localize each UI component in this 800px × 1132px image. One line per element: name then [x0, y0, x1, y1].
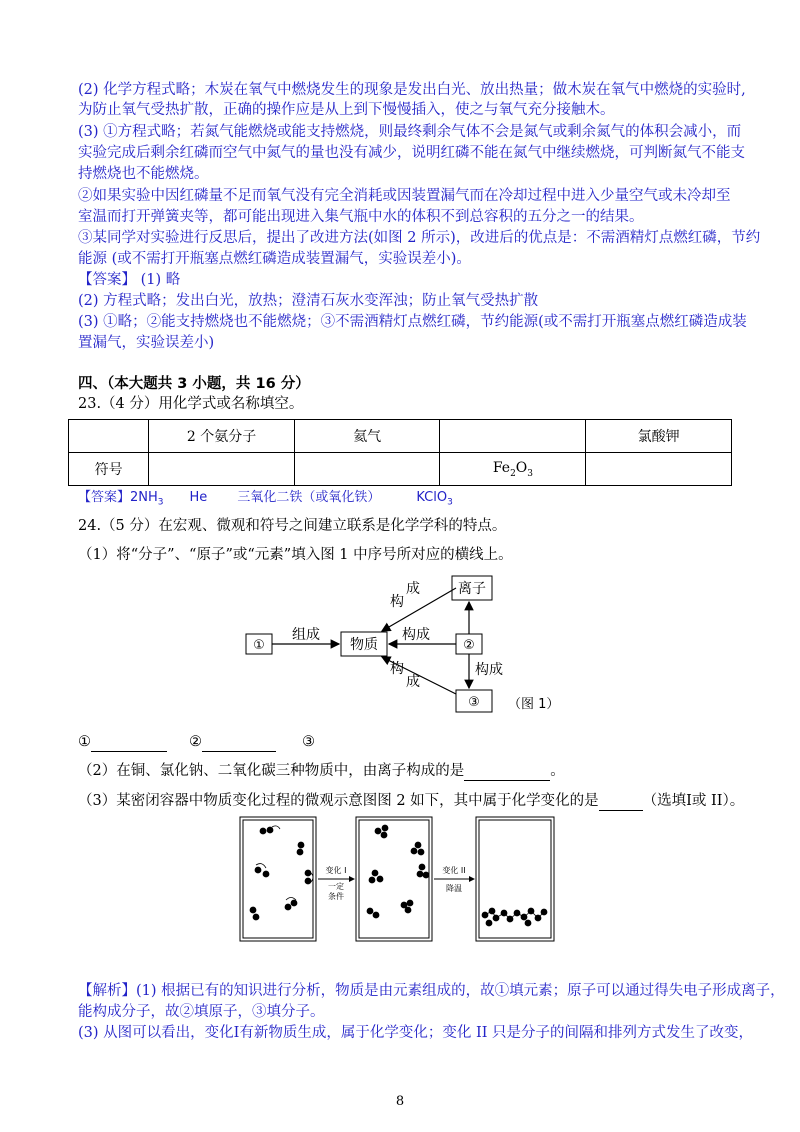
text-line: 实验完成后剩余红磷而空气中氮气的量也没有减少，说明红磷不能在氮气中继续燃烧，可判断氮气不能支 [78, 145, 745, 161]
table-cell: 氦气 [294, 420, 440, 453]
container-2 [356, 817, 432, 941]
answer-item: He [189, 490, 208, 505]
table-cell: 2 个氨分子 [149, 420, 295, 453]
table-cell [440, 453, 586, 486]
change-1-condition: 条件 [328, 892, 344, 901]
table-cell[interactable] [294, 453, 440, 486]
table-cell [440, 420, 586, 453]
question-24-part2: （2）在铜、氯化钠、二氧化碳三种物质中，由离子构成的是 。 [78, 763, 565, 779]
table-cell[interactable] [149, 453, 295, 486]
question-24-part3: （3）某密闭容器中物质变化过程的微观示意图图 2 如下，其中属于化学变化的是 （选填Ⅰ或 II）。 [78, 793, 745, 809]
label-compose: 组成 [292, 627, 320, 643]
text-line: 室温而打开弹簧夹等，都可能出现进入集气瓶中水的体积不到总容积的五分之一的结果。 [78, 209, 644, 225]
text-line: 能源 (或不需打开瓶塞点燃红磷造成装置漏气，实验误差小)。 [78, 251, 471, 267]
answer-item: KClO$_3$ [416, 490, 453, 508]
blank-2[interactable] [202, 737, 276, 752]
table-cell: 符号 [69, 453, 149, 486]
analysis-line: 能构成分子，故②填原子，③填分子。 [78, 1004, 325, 1020]
blank-label: ② [189, 734, 202, 750]
analysis-line: (3) 从图可以看出，变化Ⅰ有新物质生成，属于化学变化；变化 II 只是分子的间隔和排列方式发生了改变， [78, 1025, 754, 1041]
table-row [69, 453, 732, 486]
text-line: (3) ①略；②能支持燃烧也不能燃烧；③不需酒精灯点燃红磷，节约能源(或不需打开瓶塞点燃红磷造成装 [78, 314, 747, 330]
box-3-label: ③ [468, 695, 480, 710]
box-ion-label: 离子 [458, 581, 486, 597]
question-24-part1: （1）将“分子”、“原子”或“元素”填入图 1 中序号所对应的横线上。 [78, 547, 513, 563]
answer-label: 【答案】 [78, 490, 131, 505]
table-cell [69, 420, 149, 453]
text-line: 持燃烧也不能燃烧。 [78, 166, 209, 182]
text-line: (2) 方程式略；发出白光，放热；澄清石灰水变浑浊；防止氧气受热扩散 [78, 293, 539, 309]
question-24-stem: 24.（5 分）在宏观、微观和符号之间建立联系是化学学科的特点。 [78, 518, 507, 534]
change-1-label: 变化 Ⅰ [325, 866, 347, 875]
table-row [69, 420, 732, 453]
section-heading: 四、（本大题共 3 小题，共 16 分） [78, 376, 310, 392]
q24-blanks [78, 732, 738, 752]
analysis-label: 【解析】 [78, 983, 136, 999]
table-cell: 氯酸钾 [586, 420, 732, 453]
q23-answer [78, 488, 738, 513]
change-1-condition: 一定 [328, 882, 344, 891]
answer-item: 三氧化二铁（或氧化铁） [237, 490, 381, 505]
blank-label: ① [78, 734, 91, 750]
figure-1-diagram [230, 568, 570, 718]
text-line: (3) ①方程式略；若氮气能燃烧或能支持燃烧，则最终剩余气体不会是氮气或剩余氮气的体积会减小，而 [78, 124, 742, 140]
box-1-label: ① [253, 638, 265, 653]
text-line: ③某同学对实验进行反思后，提出了改进方法(如图 2 所示)，改进后的优点是：不需酒精灯点燃红磷，节约 [78, 230, 761, 246]
label-constitute-right: 构成 [475, 662, 503, 678]
page-number: 8 [395, 1094, 405, 1109]
label-cheng-top: 成 [406, 581, 420, 597]
table-cell[interactable] [586, 453, 732, 486]
formula-fe2o3: $Fe_2O_3$ [492, 459, 534, 479]
answer-label: 【答案】 [78, 272, 136, 288]
figure-2-diagram [238, 815, 598, 945]
text-line: (2) 化学方程式略；木炭在氧气中燃烧发生的现象是发出白光、放出热量；做木炭在氧气中燃烧的实验时, [78, 82, 746, 98]
blank-label: ③ [302, 734, 315, 750]
blank-ion[interactable] [464, 766, 550, 781]
container-1 [240, 817, 316, 941]
answer-text: (1) 略 [140, 272, 181, 288]
box-2-label: ② [463, 638, 475, 653]
figure-1-caption: （图 1） [508, 697, 560, 712]
label-gou-top: 构 [390, 594, 404, 610]
answer-line [78, 270, 738, 290]
analysis-line: 【解析】(1) 根据已有的知识进行分析，物质是由元素组成的，故①填元素；原子可以通过得失电子形成离子， [78, 983, 785, 999]
blank-change[interactable] [599, 796, 643, 811]
text-line: 置漏气，实验误差小) [78, 335, 215, 351]
label-constitute-mid: 构成 [402, 627, 430, 643]
blank-1[interactable] [91, 737, 167, 752]
label-cheng-bottom: 成 [406, 674, 420, 690]
text-line: ②如果实验中因红磷量不足而氧气没有完全消耗或因装置漏气而在冷却过程中进入少量空气或未冷却至 [78, 188, 731, 204]
answer-item: $2NH_3$ [130, 490, 164, 508]
q23-table [68, 419, 732, 486]
change-2-condition: 降温 [446, 884, 462, 893]
change-2-label: 变化 II [442, 866, 466, 875]
box-substance-label: 物质 [350, 637, 378, 653]
question-23-stem: 23.（4 分）用化学式或名称填空。 [78, 396, 304, 412]
text-line: 为防止氧气受热扩散，正确的操作应是从上到下慢慢插入，使之与氧气充分接触木。 [78, 102, 615, 118]
label-gou-bottom: 构 [390, 661, 404, 677]
